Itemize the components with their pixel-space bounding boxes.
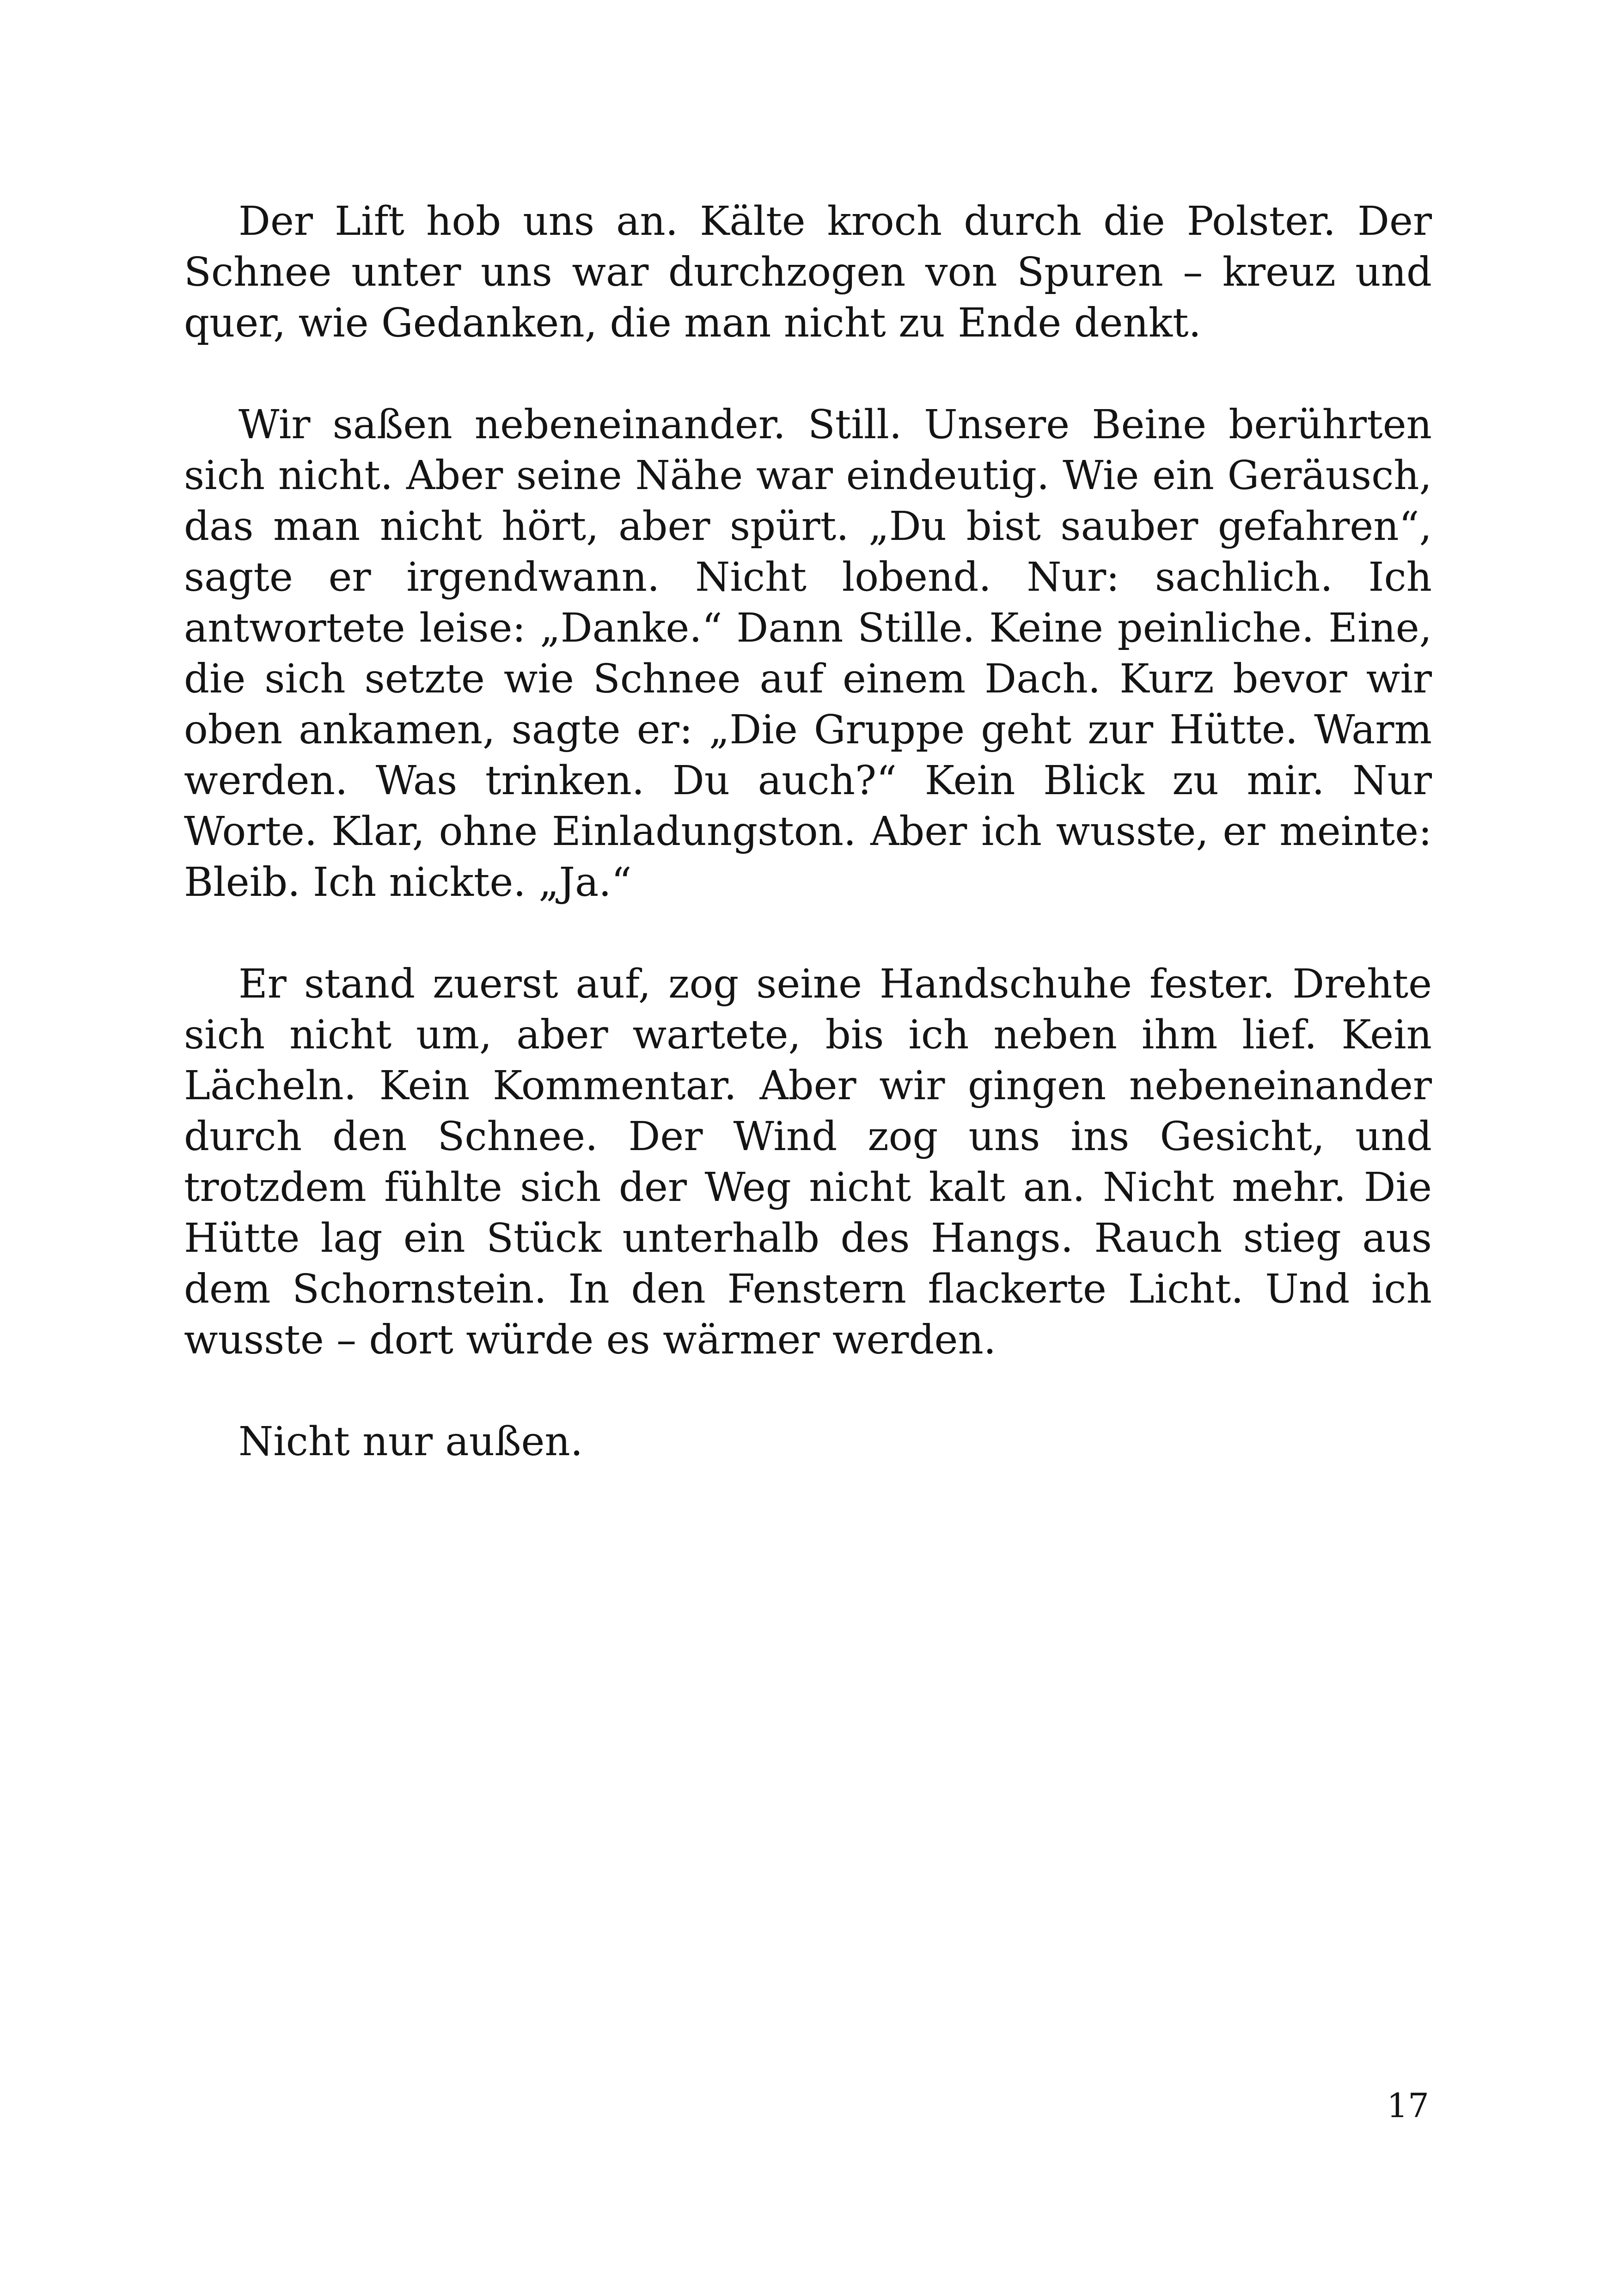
paragraph-3: Er stand zuerst auf, zog seine Handschuhe fester. Drehte sich nicht um, aber wartete, bis ich neben ihm lief. Kein Lächeln. Kein Kommentar. Aber wir gingen nebeneinander durch den Schnee. Der Wind zog uns ins Gesicht, und trotzdem fühlte sich der Weg nicht kalt an. Nicht mehr. Die Hütte lag ein Stück unterhalb des Hangs. Rauch stieg aus dem Schornstein. In den Fenstern flackerte Licht. Und ich wusste – dort würde es wärmer werden. — [184, 961, 1432, 1363]
paragraph-2: Wir saßen nebeneinander. Still. Unsere Beine berührten sich nicht. Aber seine Nähe war eindeutig. Wie ein Geräusch, das man nicht hört, aber spürt. „Du bist sauber gefahren“, sagte er irgendwann. Nicht lobend. Nur: sachlich. Ich antwortete leise: „Danke.“ Dann Stille. Keine peinliche. Eine, die sich setzte wie Schnee auf einem Dach. Kurz bevor wir oben ankamen, sagte er: „Die Gruppe geht zur Hütte. Warm werden. Was trinken. Du auch?“ Kein Blick zu mir. Nur Worte. Klar, ohne Einladungston. Aber ich wusste, er meinte: Bleib. Ich nickte. „Ja.“ — [184, 402, 1432, 906]
paragraph-1: Der Lift hob uns an. Kälte kroch durch die Polster. Der Schnee unter uns war durchzogen von Spuren – kreuz und quer, wie Gedanken, die man nicht zu Ende denkt. — [184, 198, 1432, 346]
body-text — [184, 196, 1432, 1518]
paragraph-4: Nicht nur außen. — [238, 1419, 583, 1465]
page-number: 17 — [1387, 2086, 1429, 2125]
